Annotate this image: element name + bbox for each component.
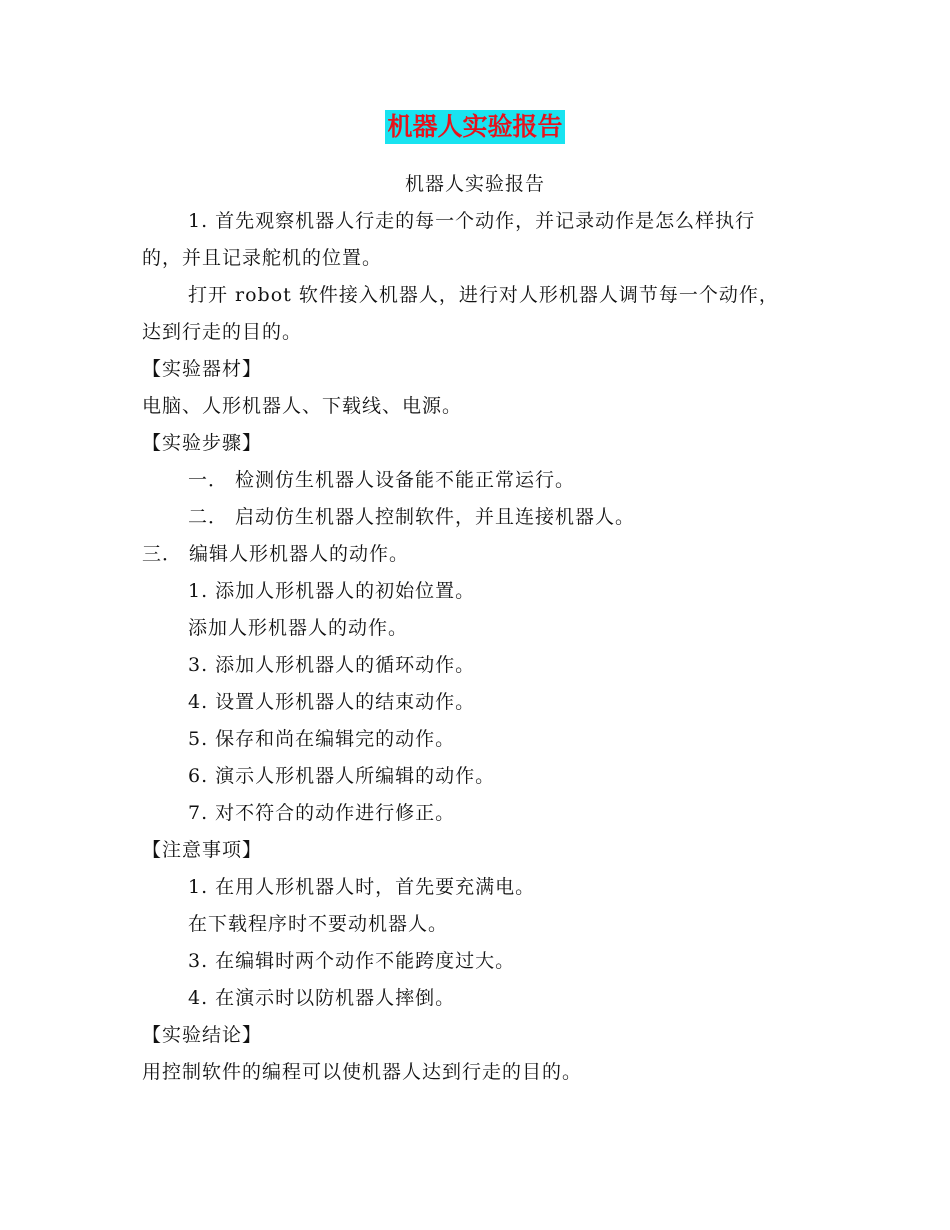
step-3: 三． 编辑人形机器人的动作。: [142, 543, 410, 565]
intro-line-4: 达到行走的目的。: [142, 321, 303, 343]
intro-line-3: 打开 robot 软件接入机器人，进行对人形机器人调节每一个动作，: [188, 284, 779, 306]
note-item: 4. 在演示时以防机器人摔倒。: [188, 987, 456, 1009]
substep-item: 4. 设置人形机器人的结束动作。: [188, 691, 476, 713]
steps-heading: 【实验步骤】: [142, 432, 263, 454]
step-2: 二． 启动仿生机器人控制软件，并且连接机器人。: [188, 506, 636, 528]
intro-line-1: 1. 首先观察机器人行走的每一个动作，并记录动作是怎么样执行: [188, 210, 756, 232]
materials-text: 电脑、人形机器人、下载线、电源。: [142, 395, 463, 417]
notes-heading: 【注意事项】: [142, 839, 263, 861]
substep-item: 1. 添加人形机器人的初始位置。: [188, 580, 476, 602]
conclusion-heading: 【实验结论】: [142, 1024, 263, 1046]
substep-item: 3. 添加人形机器人的循环动作。: [188, 654, 476, 676]
note-item: 在下载程序时不要动机器人。: [188, 913, 449, 935]
substep-item: 添加人形机器人的动作。: [188, 617, 409, 639]
substep-item: 7. 对不符合的动作进行修正。: [188, 802, 456, 824]
substep-item: 5. 保存和尚在编辑完的动作。: [188, 728, 456, 750]
title-container: [0, 110, 950, 144]
note-item: 1. 在用人形机器人时，首先要充满电。: [188, 876, 536, 898]
substep-item: 6. 演示人形机器人所编辑的动作。: [188, 765, 496, 787]
document-subtitle: 机器人实验报告: [404, 173, 545, 195]
step-1: 一． 检测仿生机器人设备能不能正常运行。: [188, 469, 576, 491]
materials-heading: 【实验器材】: [142, 358, 263, 380]
conclusion-text: 用控制软件的编程可以使机器人达到行走的目的。: [142, 1061, 583, 1083]
intro-line-2: 的，并且记录舵机的位置。: [142, 247, 383, 269]
document-title: 机器人实验报告: [385, 110, 564, 144]
note-item: 3. 在编辑时两个动作不能跨度过大。: [188, 950, 516, 972]
